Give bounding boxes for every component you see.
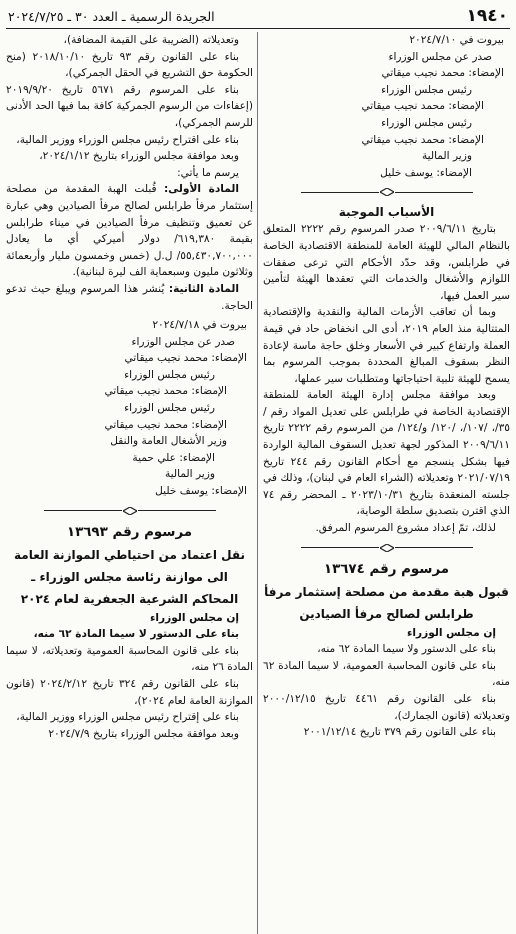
- sign-line: رئيس مجلس الوزراء: [381, 83, 472, 96]
- sign-line: الإمضاء: يوسف خليل: [380, 166, 472, 179]
- decree-subject: نقل اعتماد من احتياطي الموازنة العامة: [14, 547, 245, 562]
- reasons-title: الأسباب الموجبة: [338, 205, 435, 220]
- sign-line: وزير المالية: [421, 150, 472, 163]
- sign-line: وزير المالية: [164, 468, 215, 481]
- left-column: [6, 32, 253, 934]
- decree-authority: إن مجلس الوزراء: [149, 611, 239, 624]
- recital: بناء على إقتراح رئيس مجلس الوزراء ووزير المالية،: [16, 711, 239, 724]
- sign-date: بيروت في ٢٠٢٤/٧/١٨: [152, 319, 247, 332]
- decree-subject: المحاكم الشرعية الجعفرية لعام ٢٠٢٤: [20, 591, 239, 606]
- divider-ornament: [263, 541, 510, 555]
- decree-authority: إن مجلس الوزراء: [406, 626, 496, 639]
- diamond-icon: [380, 544, 394, 552]
- diamond-icon: [123, 507, 137, 515]
- right-column: [263, 32, 510, 934]
- article-label: المادة الثانية:: [168, 282, 240, 295]
- divider-ornament: [263, 185, 510, 199]
- article-text: قُبلت الهبة المقدمة من مصلحة إستثمار مرفأ طرابلس لصالح مرفأ الصيادين وهي عبارة عن تعميق وتنظيف مرفأ الصيادين في ميناء طرابلس بقيمة ٦١٩,٣٨٠/ دولار أميركي أي ما يعادل ٥٥,٤٣٠,٧٠٠,٠٠٠/ ل.ل (خمس وخمسون مليار وأربعمائة وثلاثون مليون وسبعماية الف ليرة لبنانية).: [6, 183, 253, 279]
- recital: بناء على اقتراح رئيس مجلس الوزراء ووزير المالية،: [16, 133, 239, 146]
- recital: وتعديلاته (الضريبة على القيمة المضافة)،: [63, 34, 239, 46]
- sign-line: الإمضاء: محمد نجيب ميقاتي: [104, 385, 227, 398]
- recital: بناء على القانون رقم ٩٣ تاريخ ٢٠١٨/١٠/١٠ (منح الحكومة حق التشريع في الحقل الجمركي)،: [6, 50, 253, 80]
- reasons-paragraph: بتاريخ ٢٠٠٩/٦/١١ صدر المرسوم رقم ٢٢٢٢ المتعلق بالنظام المالي للهيئة العامة للمنطقة الاقتصادية الخاصة في طرابلس، وقد حدّد الأحكام التي ترعى صفقات اللوازم والأشغال والخدمات التي تعقدها الهيئة لتأمين سير العمل فيها،: [263, 223, 510, 302]
- decrees-line: يرسم ما يأتي:: [177, 166, 239, 179]
- recital: بناء على القانون رقم ٣٢٤ تاريخ ٢٠٢٤/٢/١٢ (قانون الموازنة العامة لعام ٢٠٢٤)،: [6, 678, 253, 707]
- recital: بناء على القانون رقم ٣٧٩ تاريخ ٢٠٠١/١٢/١٤: [303, 726, 496, 739]
- recital: وبعد موافقة مجلس الوزراء بتاريخ ٢٠٢٤/١/١٢،: [39, 150, 239, 163]
- sign-line: الإمضاء: علي حمية: [132, 451, 215, 464]
- sign-line: الإمضاء: محمد نجيب ميقاتي: [361, 133, 484, 146]
- sign-line: رئيس مجلس الوزراء: [381, 116, 472, 129]
- reasons-paragraph: لذلك، تمّ إعداد مشروع المرسوم المرفق.: [315, 522, 496, 535]
- recital: بناء على القانون رقم ٤٤٦١ تاريخ ٢٠٠٠/١٢/١٥ وتعديلاته (قانون الجمارك)،: [263, 693, 510, 722]
- sign-line: صدر عن مجلس الوزراء: [388, 50, 492, 63]
- sign-line: الإمضاء: يوسف خليل: [155, 485, 247, 498]
- column-rule: [253, 32, 263, 934]
- recital: بناء على الدستور لا سيما المادة ٦٢ منه،: [33, 628, 239, 641]
- decree-title: مرسوم رقم ١٣٦٧٤: [323, 561, 450, 577]
- sign-line: الإمضاء: محمد نجيب ميقاتي: [124, 352, 247, 365]
- article-text: يُنشر هذا المرسوم ويبلغ حيث تدعو الحاجة.: [6, 282, 253, 312]
- page-number: ١٩٤٠: [466, 6, 508, 26]
- divider-ornament: [6, 504, 253, 518]
- sign-line: صدر عن مجلس الوزراء: [131, 335, 235, 348]
- reasons-paragraph: وبعد موافقة مجلس إدارة الهيئة العامة للمنطقة الإقتصادية الخاصة في طرابلس على تعديل المواد رقم /٣٥/، /١٠٧/، /١٢٠/ و/١٢٤/ من المرسوم رقم ٢٢٢٢ تاريخ ٢٠٠٩/٦/١١ المذكور لجهة تعديل السقوف المالية الواردة فيها بشكل ينسجم مع أحكام القانون رقم ٢٤٤ تاريخ ٢٠٢١/٠٧/١٩ وتعديلاته (الشراء العام في لبنان)، وذلك في جلسته المنعقدة بتاريخ ٢٠٢٣/١٠/٣١ ـ المحضر رقم ٧٤ الذي اقترن بتصديق سلطة الوصاية،: [263, 389, 510, 518]
- recital: بناء على الدستور ولا سيما المادة ٦٢ منه،: [317, 643, 496, 656]
- sign-line: رئيس مجلس الوزراء: [124, 368, 215, 381]
- sign-line: الإمضاء: محمد نجيب ميقاتي: [361, 100, 484, 113]
- sign-line: الإمضاء: محمد نجيب ميقاتي: [381, 67, 504, 80]
- recital: وبعد موافقة مجلس الوزراء بتاريخ ٢٠٢٤/٧/٩: [48, 727, 239, 740]
- diamond-icon: [380, 188, 394, 196]
- article-label: المادة الأولى:: [163, 183, 240, 196]
- sign-line: رئيس مجلس الوزراء: [124, 402, 215, 415]
- recital: بناء على قانون المحاسبة العمومية، لا سيما المادة ٦٢ منه،: [263, 659, 510, 689]
- sign-date: بيروت في ٢٠٢٤/٧/١٠: [409, 34, 504, 46]
- recital: بناء على المرسوم رقم ٥٦٧١ تاريخ ٢٠١٩/٩/٢٠ (إعفاءات من الرسوم الجمركية كافة بما فيها الحد الأدنى للرسم الجمركي)،: [6, 83, 253, 129]
- page-header: [6, 4, 510, 29]
- decree-subject: الى موازنة رئاسة مجلس الوزراء ـ: [31, 569, 228, 584]
- article-2: [6, 281, 253, 314]
- sign-line: وزير الأشغال العامة والنقل: [110, 435, 227, 448]
- decree-subject: طرابلس لصالح مرفأ الصيادين: [299, 606, 474, 621]
- recital: بناء على قانون المحاسبة العمومية وتعديلاته، لا سيما المادة ٢٦ منه،: [6, 644, 253, 674]
- columns: [6, 32, 510, 934]
- sign-line: الإمضاء: محمد نجيب ميقاتي: [104, 418, 227, 431]
- decree-subject: قبول هبة مقدمة من مصلحة إستثمار مرفأ: [264, 584, 509, 599]
- article-1: [6, 181, 253, 281]
- reasons-paragraph: وبما أن تعاقب الأزمات المالية والنقدية والإقتصادية المتتالية منذ العام ٢٠١٩، أدى الى انخفاض حاد في قيمة العملة وارتفاع كبير في الأسعار وخلق حاجة ماسة لإعادة النظر بسقوف المبالغ المحددة بموجب المرسوم بما يسمح للهيئة تلبية احتياجاتها ومتطلبات سير عملها،: [263, 306, 510, 385]
- running-title: الجريدة الرسمية ـ العدد ٣٠ ـ ٢٠٢٤/٧/٢٥: [8, 8, 215, 24]
- decree-title: مرسوم رقم ١٣٦٩٣: [66, 524, 193, 540]
